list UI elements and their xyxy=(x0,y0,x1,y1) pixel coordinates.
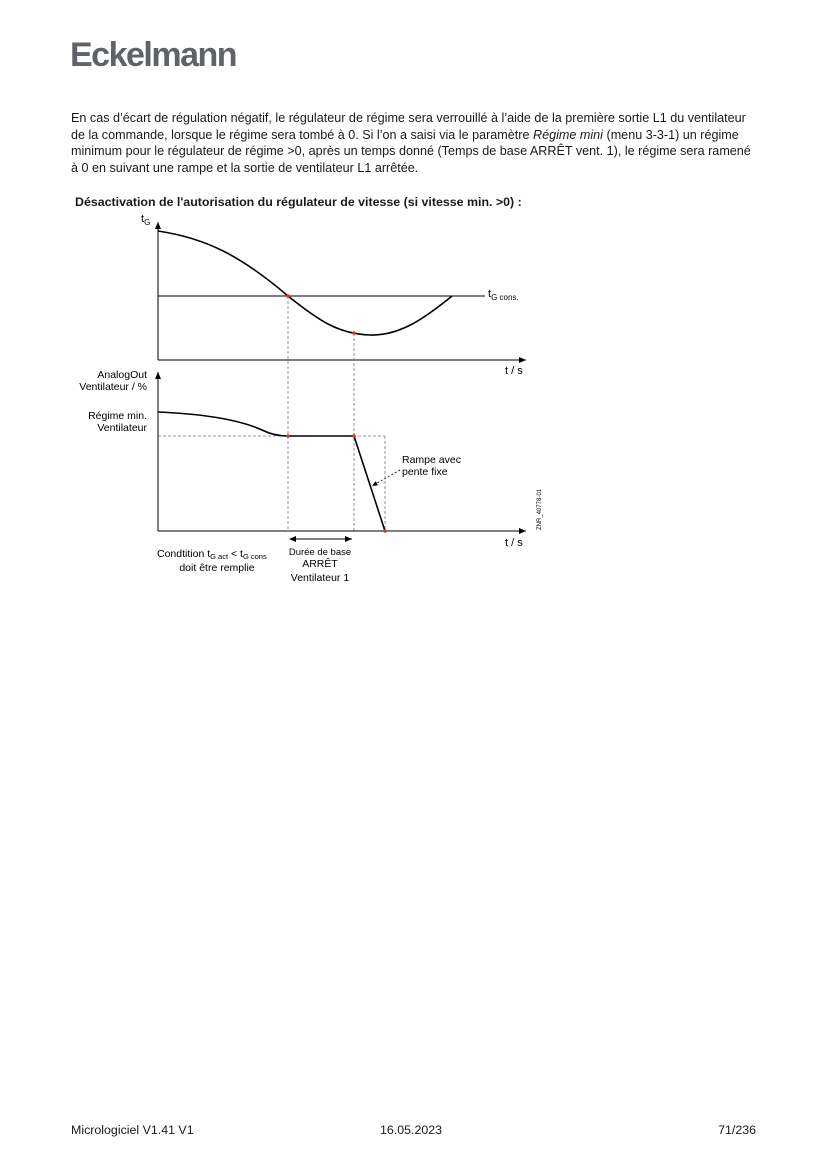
marker-regime-end xyxy=(352,434,356,438)
paragraph-text-1: En cas d’écart de régulation négatif, le régulateur de régime sera verrouillé à l’aide de la première sortie L1 du ventilateur de la commande, lorsque le régime sera tombé à 0. Si l’on a saisi via le paramètre xyxy=(71,111,746,142)
footer-firmware: Micrologiciel V1.41 V1 xyxy=(71,1123,194,1137)
setpoint-label: $t_{G cons.}$ xyxy=(488,288,519,302)
ramp-label-2: pente fixe xyxy=(402,466,448,478)
footer-date: 16.05.2023 xyxy=(380,1123,443,1137)
parameter-name: Régime mini xyxy=(533,127,603,142)
bottom-x-axis-label: t / s xyxy=(505,537,523,549)
marker-regime-start xyxy=(286,434,290,438)
ramp-pointer xyxy=(372,470,400,486)
marker-crossing xyxy=(286,294,290,298)
fan-output-curve xyxy=(158,412,385,531)
top-x-axis-label: t / s xyxy=(505,365,523,377)
top-y-axis-label: $t_G$ xyxy=(141,213,151,227)
condition-label-2: doit être remplie xyxy=(179,562,255,574)
bottom-y-axis-label-2: Ventilateur / % xyxy=(79,381,147,393)
paragraph-text-2: (menu 3-3-1) un régime minimum pour le régulateur de régime >0, après un temps donné (Temps de base ARRÊT vent. 1), le régime sera ramené à 0 en suivant une rampe et la sortie de ventilateur L1 arrêtée. xyxy=(71,127,751,175)
marker-minimum xyxy=(352,331,356,335)
temperature-curve xyxy=(158,231,452,335)
footer-page-number: 71/236 xyxy=(718,1123,756,1137)
regime-min-label-2: Ventilateur xyxy=(97,422,147,434)
eckelmann-logo: Eckelmann xyxy=(70,36,237,74)
regime-min-label-1: Régime min. xyxy=(88,410,147,422)
duration-label-1: Durée de base xyxy=(288,547,352,558)
duration-label-3: Ventilateur 1 xyxy=(290,572,350,584)
marker-ramp-end xyxy=(383,529,387,533)
ramp-label-1: Rampe avec xyxy=(402,454,461,466)
duration-label-2: ARRÊT xyxy=(302,558,338,570)
figure-title: Désactivation de l'autorisation du régulateur de vitesse (si vitesse min. >0) : xyxy=(75,195,522,209)
bottom-y-axis-label-1: AnalogOut xyxy=(97,369,147,381)
condition-label-1: Condtition tG act < tG cons xyxy=(157,548,267,561)
reference-code: ZNR_40778-01 xyxy=(537,488,543,530)
